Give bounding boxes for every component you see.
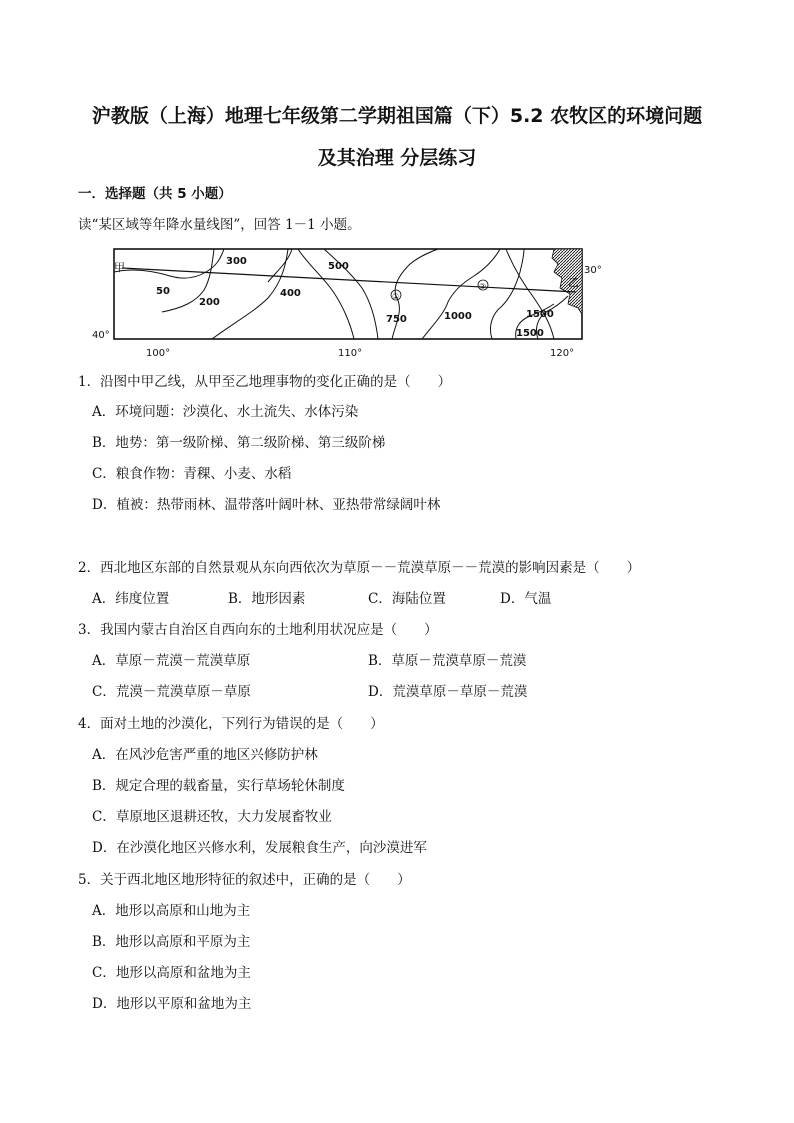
lon-110-label: 110° — [338, 348, 363, 359]
question-4-option-d: D．在沙漠化地区兴修水利，发展粮食生产，向沙漠进军 — [92, 840, 427, 856]
question-2-option-d: D．气温 — [500, 591, 552, 607]
map-label-750: 750 — [386, 314, 407, 325]
lon-100-label: 100° — [146, 348, 171, 359]
question-1-option-d: D．植被：热带雨林、温带落叶阔叶林、亚热带常绿阔叶林 — [92, 497, 441, 513]
map-marker-2: ② — [479, 282, 487, 291]
map-label-50: 50 — [156, 286, 170, 297]
isohyet-map — [92, 242, 612, 360]
question-3-option-c: C．荒漠－荒漠草原－草原 — [92, 684, 251, 700]
question-1-stem: 1．沿图中甲乙线，从甲至乙地理事物的变化正确的是（ ） — [78, 374, 452, 390]
map-label-1500-a: 1500 — [526, 309, 554, 320]
question-1-option-c: C．粮食作物：青稞、小麦、水稻 — [92, 466, 292, 482]
question-1-option-a: A．环境问题：沙漠化、水土流失、水体污染 — [92, 404, 359, 420]
lat-40-label: 40° — [92, 330, 110, 341]
question-2-stem: 2．西北地区东部的自然景观从东向西依次为草原－－荒漠草原－－荒漠的影响因素是（ ） — [78, 560, 641, 576]
intro-text: 读“某区域等年降水量线图”，回答 1－1 小题。 — [78, 217, 361, 233]
question-3-option-d: D．荒漠草原－草原－荒漠 — [368, 684, 528, 700]
question-5-stem: 5．关于西北地区地形特征的叙述中，正确的是（ ） — [78, 872, 411, 888]
question-5-option-d: D．地形以平原和盆地为主 — [92, 996, 252, 1012]
map-label-jia: 甲 — [114, 261, 125, 274]
doc-title-line-1: 沪教版（上海）地理七年级第二学期祖国篇（下）5.2 农牧区的环境问题 — [91, 105, 703, 127]
map-label-500: 500 — [328, 261, 349, 272]
map-label-1000: 1000 — [444, 311, 472, 322]
question-4-stem: 4．面对土地的沙漠化，下列行为错误的是（ ） — [78, 716, 384, 732]
question-5-option-b: B．地形以高原和平原为主 — [92, 934, 251, 950]
question-2-option-c: C．海陆位置 — [368, 591, 446, 607]
question-4-option-a: A．在风沙危害严重的地区兴修防护林 — [92, 747, 318, 763]
question-5-option-a: A．地形以高原和山地为主 — [92, 903, 251, 919]
lat-30-label: 30° — [584, 265, 602, 276]
question-3-option-b: B．草原－荒漠草原－荒漠 — [368, 653, 527, 669]
map-marker-1: ① — [392, 292, 400, 301]
question-2-option-b: B．地形因素 — [228, 591, 306, 607]
section-header: 一．选择题（共 5 小题） — [78, 186, 232, 202]
question-3-option-a: A．草原－荒漠－荒漠草原 — [92, 653, 251, 669]
map-label-400: 400 — [280, 288, 301, 299]
question-5-option-c: C．地形以高原和盆地为主 — [92, 965, 251, 981]
map-label-yi: 乙 — [568, 276, 579, 289]
question-3-stem: 3．我国内蒙古自治区自西向东的土地利用状况应是（ ） — [78, 622, 438, 638]
question-1-option-b: B．地势：第一级阶梯、第二级阶梯、第三级阶梯 — [92, 435, 386, 451]
lon-120-label: 120° — [550, 348, 575, 359]
question-4-option-b: B．规定合理的载畜量，实行草场轮休制度 — [92, 778, 345, 794]
doc-title-line-2: 及其治理 分层练习 — [317, 147, 477, 169]
map-label-1500-b: 1500 — [516, 328, 544, 339]
question-2-option-a: A．纬度位置 — [92, 591, 170, 607]
map-label-300: 300 — [226, 256, 247, 267]
map-label-200: 200 — [199, 297, 220, 308]
question-4-option-c: C．草原地区退耕还牧，大力发展畜牧业 — [92, 809, 332, 825]
